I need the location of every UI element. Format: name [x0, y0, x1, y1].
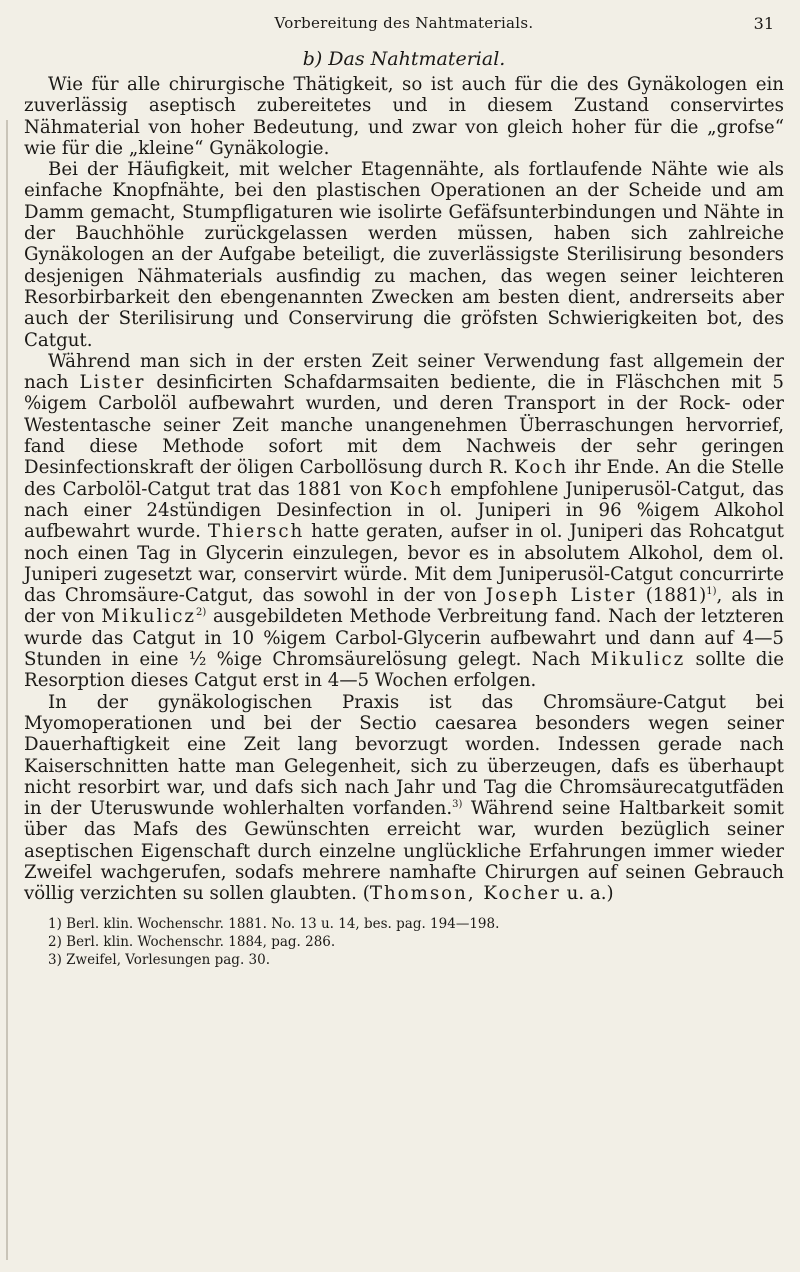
paragraph-4 — [24, 692, 784, 905]
text-run: In der gynäkologischen Praxis ist das Chromsäure-Catgut bei Myomoperationen und bei der Sectio caesarea besonders wegen seiner Dauerhaftigkeit eine Zeit lang bevorzugt worden. Indessen gerade nach Kaiserschnitten hatte man Gelegenheit, sich zu überzeugen, dafs es überhaupt nicht resorbirt war, und dafs sich nach Jahr und Tag die Chromsäurecatgutfäden in der Uteruswunde wohlerhalten vorfanden. — [24, 691, 784, 820]
text-run: u. a.) — [560, 883, 614, 905]
footnote-ref: 1) — [706, 586, 717, 598]
text-run: (1881) — [636, 585, 707, 607]
paragraph-1: Wie für alle chirurgische Thätigkeit, so ist auch für die des Gynäkologen ein zuverlässig aseptisch zubereitetes und in diesem Zustand conservirtes Nähmaterial von hoher Bedeutung, und zwar von gleich hoher für die „grofse“ wie für die „kleine“ Gynäkologie. — [24, 74, 784, 159]
text-run: empfohlene Juniperusöl-Catgut, das nach einer 24stündigen Desinfection in ol. Juniperi in 96 %igem Alkohol aufbewahrt wurde. — [24, 478, 785, 543]
page-edge-shadow — [6, 120, 8, 1260]
paragraph-3 — [24, 351, 784, 692]
author-name: Thiersch — [207, 521, 305, 543]
footnote: 3) Zweifel, Vorlesungen pag. 30. — [48, 951, 270, 968]
author-name: Koch — [514, 457, 569, 479]
footnotes — [24, 915, 784, 969]
text-run: , als in der von — [24, 585, 784, 628]
text-run: ihr Ende. An die Stelle des Carbolöl-Catgut trat das 1881 von — [24, 457, 784, 500]
book-page — [24, 14, 784, 969]
author-name: Lister — [79, 372, 146, 394]
text-run: desinficirten Schafdarmsaiten bediente, die in Fläschchen mit 5 %igem Carbolöl aufbewahrt wurden, und deren Transport in der Rock- oder Westentasche seiner Zeit manche unangenehmen Überraschungen hervorrief, fand diese Methode sofort mit dem Nachweis der sehr geringen Desinfectionskraft der öligen Carbollösung durch R. — [24, 372, 784, 479]
footnote-ref: 2) — [196, 607, 207, 619]
author-name: Thomson, Kocher — [369, 883, 561, 905]
text-run: sollte die Resorption dieses Catgut erst in 4—5 Wochen erfolgen. — [24, 649, 784, 692]
author-name: Koch — [389, 478, 444, 500]
footnote: 2) Berl. klin. Wochenschr. 1884, pag. 286. — [48, 933, 336, 950]
paragraph-2: Bei der Häufigkeit, mit welcher Etagennähte, als fortlaufende Nähte wie als einfache Knopfnähte, bei den plastischen Operationen an der Scheide und am Damm gemacht, Stumpfligaturen wie isolirte Gefäfsunterbindungen und Nähte in der Bauchhöhle zurückgelassen werden müssen, haben sich zahlreiche Gynäkologen an der Aufgabe beteiligt, die zuverlässigste Sterilisirung besonders desjenigen Nähmaterials ausfindig zu machen, das wegen seiner leichteren Resorbirbarkeit den ebengenannten Zwecken am besten dient, andrerseits aber auch der Sterilisirung und Conservirung die gröfsten Schwierigkeiten bot, des Catgut. — [24, 159, 784, 351]
running-head: Vorbereitung des Nahtmaterials. — [274, 14, 534, 32]
page-number: 31 — [753, 14, 774, 33]
footnote: 1) Berl. klin. Wochenschr. 1881. No. 13 u. 14, bes. pag. 194—198. — [48, 915, 500, 932]
page-header — [24, 14, 784, 42]
footnote-ref: 3) — [452, 799, 463, 811]
author-name: Mikulicz — [101, 606, 196, 628]
text-run: hatte geraten, aufser in ol. Juniperi das Rohcatgut noch einen Tag in Glycerin einzulegen, bevor es in absolutem Alkohol, dem ol. Juniperi zugesetzt war, conservirt würde. Mit dem Juniperusöl-Catgut concurrirte das Chromsäure-Catgut, das sowohl in der von — [24, 521, 784, 607]
text-run: Während seine Haltbarkeit somit über das Mafs des Gewünschten erreicht war, wurden bezüglich seiner aseptischen Eigenschaft durch einzelne unglückliche Erfahrungen immer wieder Zweifel wachgerufen, sodafs mehrere namhafte Chirurgen auf seinen Gebrauch völlig verzichten su sollen glaubten. ( — [24, 798, 784, 905]
section-title: b) Das Nahtmaterial. — [302, 48, 506, 70]
text-run: ausgebildeten Methode Verbreitung fand. Nach der letzteren wurde das Catgut in 10 %igem Carbol-Glycerin aufbewahrt und dann auf 4—5 Stunden in eine ½ %ige Chromsäurelösung gelegt. Nach — [24, 606, 784, 671]
author-name: Joseph Lister — [485, 585, 637, 607]
text-run: Während man sich in der ersten Zeit seiner Verwendung fast allgemein der nach — [24, 350, 784, 394]
author-name: Mikulicz — [590, 649, 686, 671]
